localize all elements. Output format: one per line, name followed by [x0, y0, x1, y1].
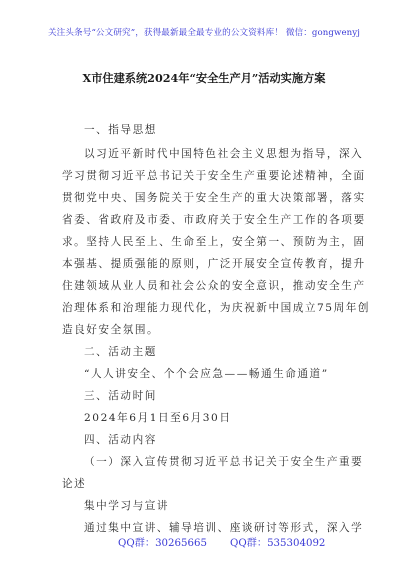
footer-qq-left: QQ群：30265665: [118, 538, 207, 549]
paragraph-line: 住建领域从业人员和社会公众的安全意识，推动安全生产: [62, 280, 366, 292]
subheading-line: （一）深入宣传贯彻习近平总书记关于安全生产重要: [84, 456, 364, 468]
paragraph-line: 贯彻党中央、国务院关于安全生产的重大决策部署，落实: [62, 192, 366, 204]
activity-time-text: 2024年6月1日至6月30日: [84, 412, 232, 424]
heading-activity-content: 四、活动内容: [84, 434, 157, 446]
paragraph-line: 省委、省政府及市委、市政府关于安全生产工作的各项要: [62, 214, 366, 226]
heading-activity-time: 三、活动时间: [84, 390, 157, 402]
paragraph-line: 通过集中宣讲、辅导培训、座谈研讨等形式，深入学: [84, 522, 364, 534]
activity-theme-text: “人人讲安全、个个会应急——畅通生命通道”: [84, 368, 329, 380]
heading-guiding-ideology: 一、指导思想: [84, 124, 157, 136]
header-banner: 关注头条号“公文研究”，获得最新最全最专业的公文资料库！ 微信：gongwenyj: [47, 28, 361, 38]
paragraph-line: 造良好安全氛围。: [62, 324, 160, 336]
paragraph-line: 以习近平新时代中国特色社会主义思想为指导，深入: [84, 148, 364, 160]
paragraph-line: 本强基、提质强能的原则，广泛开展安全宣传教育，提升: [62, 258, 366, 270]
paragraph-line: 学习贯彻习近平总书记关于安全生产重要论述精神，全面: [62, 170, 366, 182]
document-title: X市住建系统2024年“安全生产月”活动实施方案: [82, 71, 326, 85]
paragraph-line: 求。坚持人民至上、生命至上，安全第一、预防为主，固: [62, 236, 366, 248]
subheading-line: 论述: [62, 478, 87, 490]
paragraph-line: 治理体系和治理能力现代化，为庆祝新中国成立75周年创: [62, 302, 371, 314]
subheading-study: 集中学习与宣讲: [84, 500, 170, 512]
heading-activity-theme: 二、活动主题: [84, 346, 157, 358]
footer-qq-right: QQ群：535304092: [230, 538, 326, 549]
